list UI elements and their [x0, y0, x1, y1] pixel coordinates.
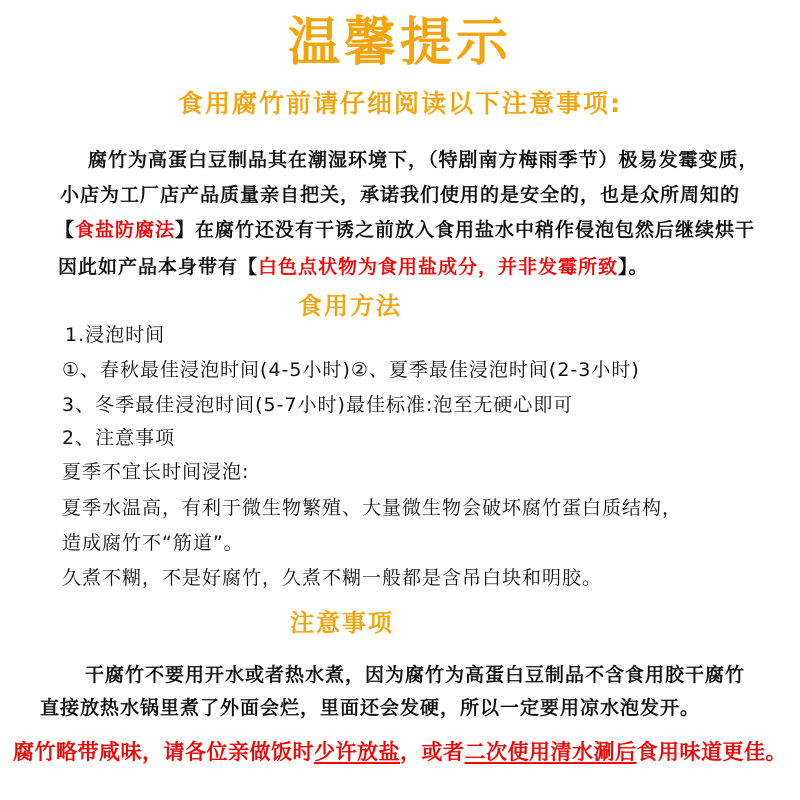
footer-underline-1: 少许放盐: [314, 740, 400, 764]
notice-heading: 注意事项: [290, 609, 394, 637]
usage-line: ①、春秋最佳浸泡时间(4-5小时)②、夏季最佳浸泡时间(2-3小时): [62, 359, 640, 381]
footer-part-3: 食用味道更佳。: [636, 740, 787, 764]
page-subtitle: 食用腐竹前请仔细阅读以下注意事项:: [178, 89, 622, 118]
usage-line: 1.浸泡时间: [65, 324, 166, 346]
intro-line-4: [58, 254, 649, 280]
usage-heading: 食用方法: [298, 292, 402, 320]
usage-line: 2、注意事项: [62, 427, 176, 449]
intro-line-2: 小店为工厂店产品质量亲自把关，承诺我们使用的是安全的，也是众所周知的: [60, 184, 741, 206]
intro-line-3-open: 【: [55, 219, 76, 241]
footer-part-2: ，或者: [400, 740, 465, 764]
intro-line-1: 腐竹为高蛋白豆制品其在潮湿环境下，（特剧南方梅雨季节）极易发霉变质，: [88, 149, 759, 171]
usage-line: 久煮不糊，不是好腐竹，久煮不糊一般都是含吊白块和明胶。: [62, 567, 603, 589]
footer-part-1: 腐竹略带咸味，请各位亲做饭时: [13, 740, 314, 764]
intro-line-3: [55, 217, 755, 243]
intro-line-3-rest: 】在腐竹还没有干诱之前放入食用盐水中稍作侵泡包然后继续烘干: [175, 219, 756, 241]
salt-preservation-highlight: 食盐防腐法: [75, 219, 176, 241]
notice-line: 直接放热水锅里煮了外面会烂，里面还会发硬，所以一定要用凉水泡发开。: [40, 697, 701, 719]
usage-line: 夏季不宜长时间浸泡:: [62, 461, 250, 483]
usage-line: 造成腐竹不“筋道”。: [62, 532, 244, 554]
salt-tip-footer: [0, 738, 800, 766]
intro-line-4-lead: 因此如产品本身带有【: [58, 256, 259, 278]
page-title: 温馨提示: [287, 13, 512, 73]
white-spots-highlight: 白色点状物为食用盐成分，并非发霉所致: [258, 256, 619, 278]
notice-line: 干腐竹不要用开水或者热水煮，因为腐竹为高蛋白豆制品不含食用胶干腐竹: [85, 664, 746, 686]
usage-line: 夏季水温高，有利于微生物繁殖、大量微生物会破坏腐竹蛋白质结构，: [62, 497, 683, 519]
footer-underline-2: 二次使用清水涮后: [464, 740, 637, 764]
intro-line-4-end: 】。: [618, 256, 649, 278]
usage-line: 3、冬季最佳浸泡时间(5-7小时)最佳标准:泡至无硬心即可: [62, 394, 574, 416]
